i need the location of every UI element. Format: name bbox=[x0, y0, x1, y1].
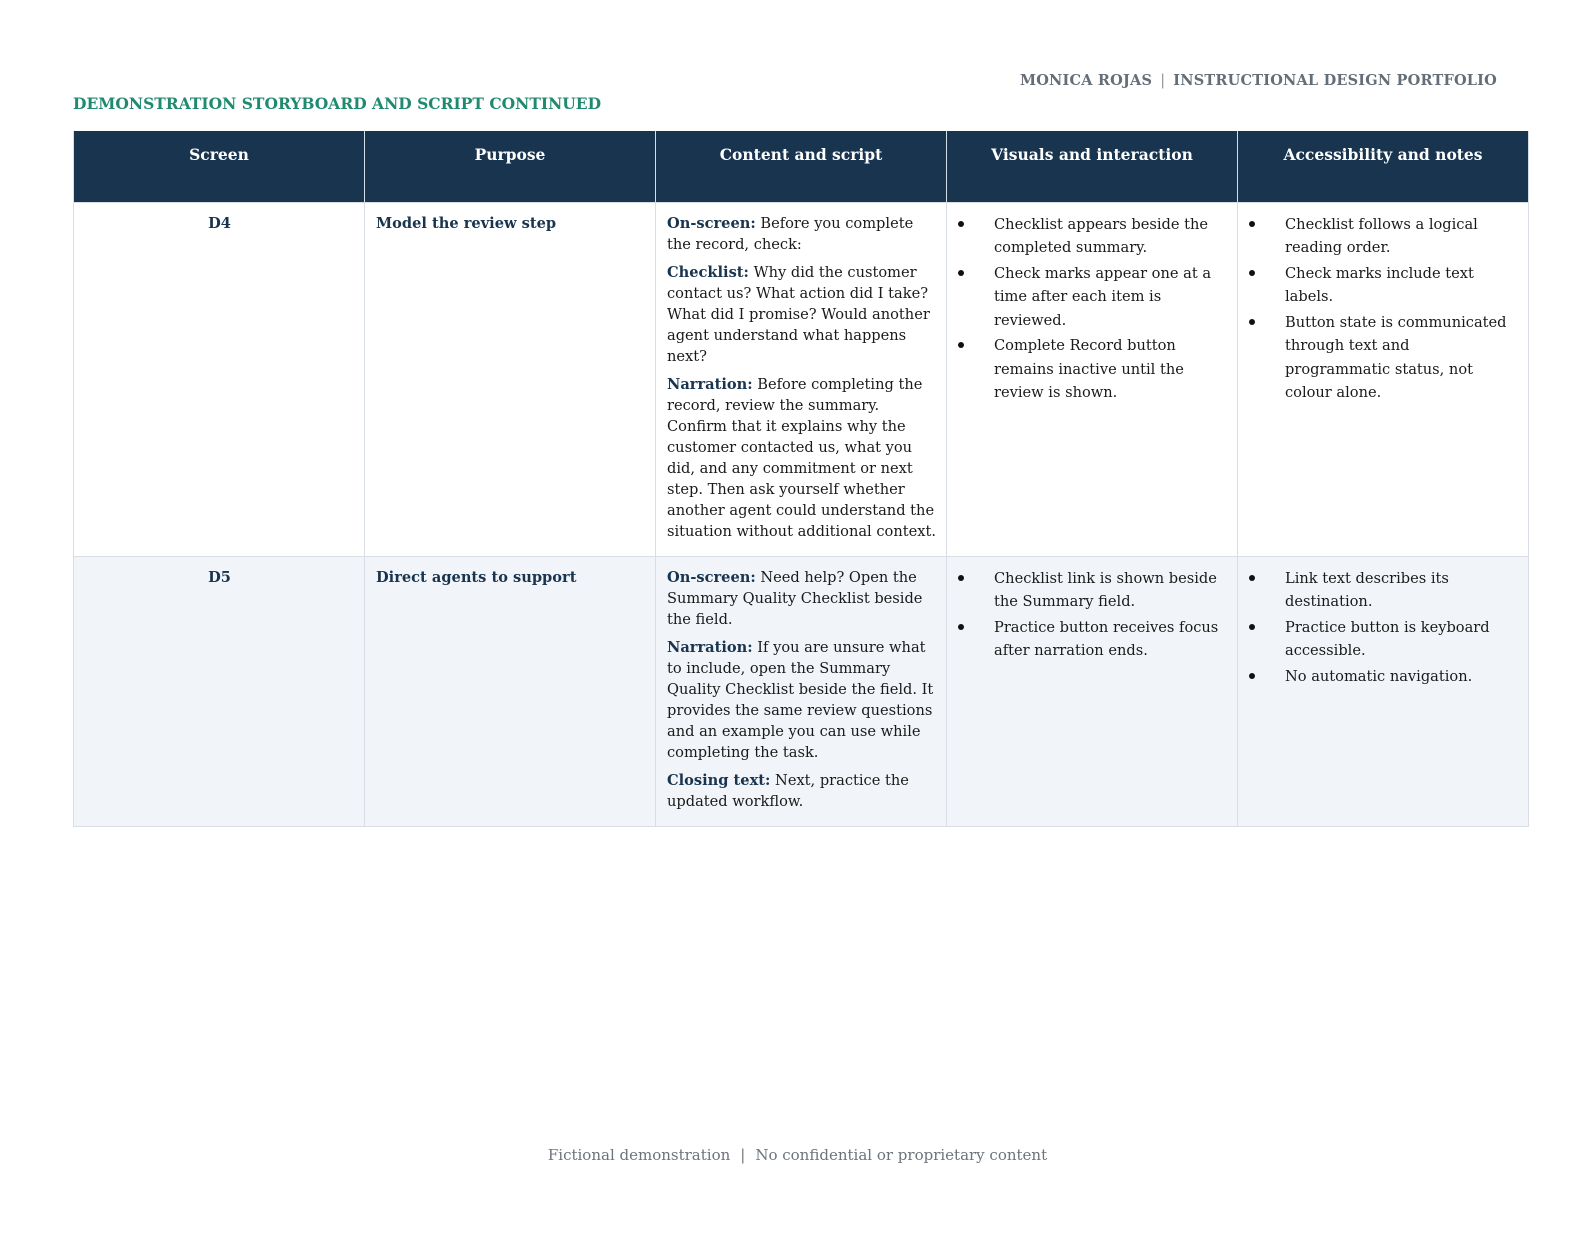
content-text: Next, practice the updated workflow. bbox=[667, 771, 909, 810]
column-header-purpose: Purpose bbox=[365, 131, 656, 202]
content-label: On-screen: bbox=[667, 568, 756, 586]
list-item: Button state is communicated through text and programmatic status, not colour alone. bbox=[1249, 311, 1518, 405]
content-text: Need help? Open the Summary Quality Checklist beside the field. bbox=[667, 568, 923, 628]
content-label: Narration: bbox=[667, 375, 753, 393]
purpose-cell: Direct agents to support bbox=[365, 556, 656, 826]
list-item: Practice button receives focus after narration ends. bbox=[958, 616, 1227, 663]
storyboard-table bbox=[73, 131, 1529, 827]
content-paragraph bbox=[667, 637, 936, 763]
author-name: MONICA ROJAS bbox=[1019, 72, 1153, 89]
portfolio-title: INSTRUCTIONAL DESIGN PORTFOLIO bbox=[1173, 72, 1497, 89]
column-header-screen: Screen bbox=[74, 131, 365, 202]
purpose-cell: Model the review step bbox=[365, 202, 656, 556]
footer-left-text: Fictional demonstration bbox=[547, 1146, 731, 1164]
column-header-accessibility: Accessibility and notes bbox=[1238, 131, 1529, 202]
list-item: Checklist appears beside the completed summary. bbox=[958, 213, 1227, 260]
page-footer bbox=[0, 1146, 1595, 1164]
content-paragraph bbox=[667, 374, 936, 542]
list-item: Checklist link is shown beside the Summary field. bbox=[958, 567, 1227, 614]
list-item: Check marks include text labels. bbox=[1249, 262, 1518, 309]
content-paragraph bbox=[667, 213, 936, 255]
content-label: Narration: bbox=[667, 638, 753, 656]
list-item: Practice button is keyboard accessible. bbox=[1249, 616, 1518, 663]
visuals-list bbox=[958, 213, 1227, 405]
list-item: Check marks appear one at a time after each item is reviewed. bbox=[958, 262, 1227, 333]
content-text: If you are unsure what to include, open the Summary Quality Checklist beside the field. It provides the same review questions and an example you can use while completing the task. bbox=[667, 638, 934, 761]
screen-id-cell: D4 bbox=[74, 202, 365, 556]
visuals-cell bbox=[947, 202, 1238, 556]
content-paragraph bbox=[667, 567, 936, 630]
column-header-visuals: Visuals and interaction bbox=[947, 131, 1238, 202]
accessibility-list bbox=[1249, 213, 1518, 405]
list-item: Link text describes its destination. bbox=[1249, 567, 1518, 614]
content-label: On-screen: bbox=[667, 214, 756, 232]
accessibility-cell bbox=[1238, 556, 1529, 826]
content-label: Closing text: bbox=[667, 771, 771, 789]
table-row bbox=[74, 556, 1529, 826]
content-paragraph bbox=[667, 770, 936, 812]
column-header-content: Content and script bbox=[656, 131, 947, 202]
page-header bbox=[1020, 72, 1497, 89]
visuals-list bbox=[958, 567, 1227, 663]
accessibility-list bbox=[1249, 567, 1518, 689]
list-item: Complete Record button remains inactive until the review is shown. bbox=[958, 334, 1227, 405]
accessibility-cell bbox=[1238, 202, 1529, 556]
content-text: Before completing the record, review the summary. Confirm that it explains why the customer contacted us, what you did, and any commitment or next step. Then ask yourself whether another agent could understand the situation without additional context. bbox=[667, 375, 936, 540]
header-separator: | bbox=[1160, 73, 1166, 89]
footer-separator: | bbox=[740, 1146, 746, 1164]
list-item: No automatic navigation. bbox=[1249, 665, 1518, 689]
list-item: Checklist follows a logical reading order. bbox=[1249, 213, 1518, 260]
content-label: Checklist: bbox=[667, 263, 749, 281]
table-row bbox=[74, 202, 1529, 556]
visuals-cell bbox=[947, 556, 1238, 826]
content-cell bbox=[656, 556, 947, 826]
screen-id-cell: D5 bbox=[74, 556, 365, 826]
footer-right-text: No confidential or proprietary content bbox=[755, 1146, 1048, 1164]
content-text: Why did the customer contact us? What action did I take? What did I promise? Would another agent understand what happens next? bbox=[667, 263, 930, 365]
content-cell bbox=[656, 202, 947, 556]
content-paragraph bbox=[667, 262, 936, 367]
content-text: Before you complete the record, check: bbox=[667, 214, 914, 253]
section-title: DEMONSTRATION STORYBOARD AND SCRIPT CONTINUED bbox=[73, 94, 602, 113]
table-header-row bbox=[74, 131, 1529, 202]
